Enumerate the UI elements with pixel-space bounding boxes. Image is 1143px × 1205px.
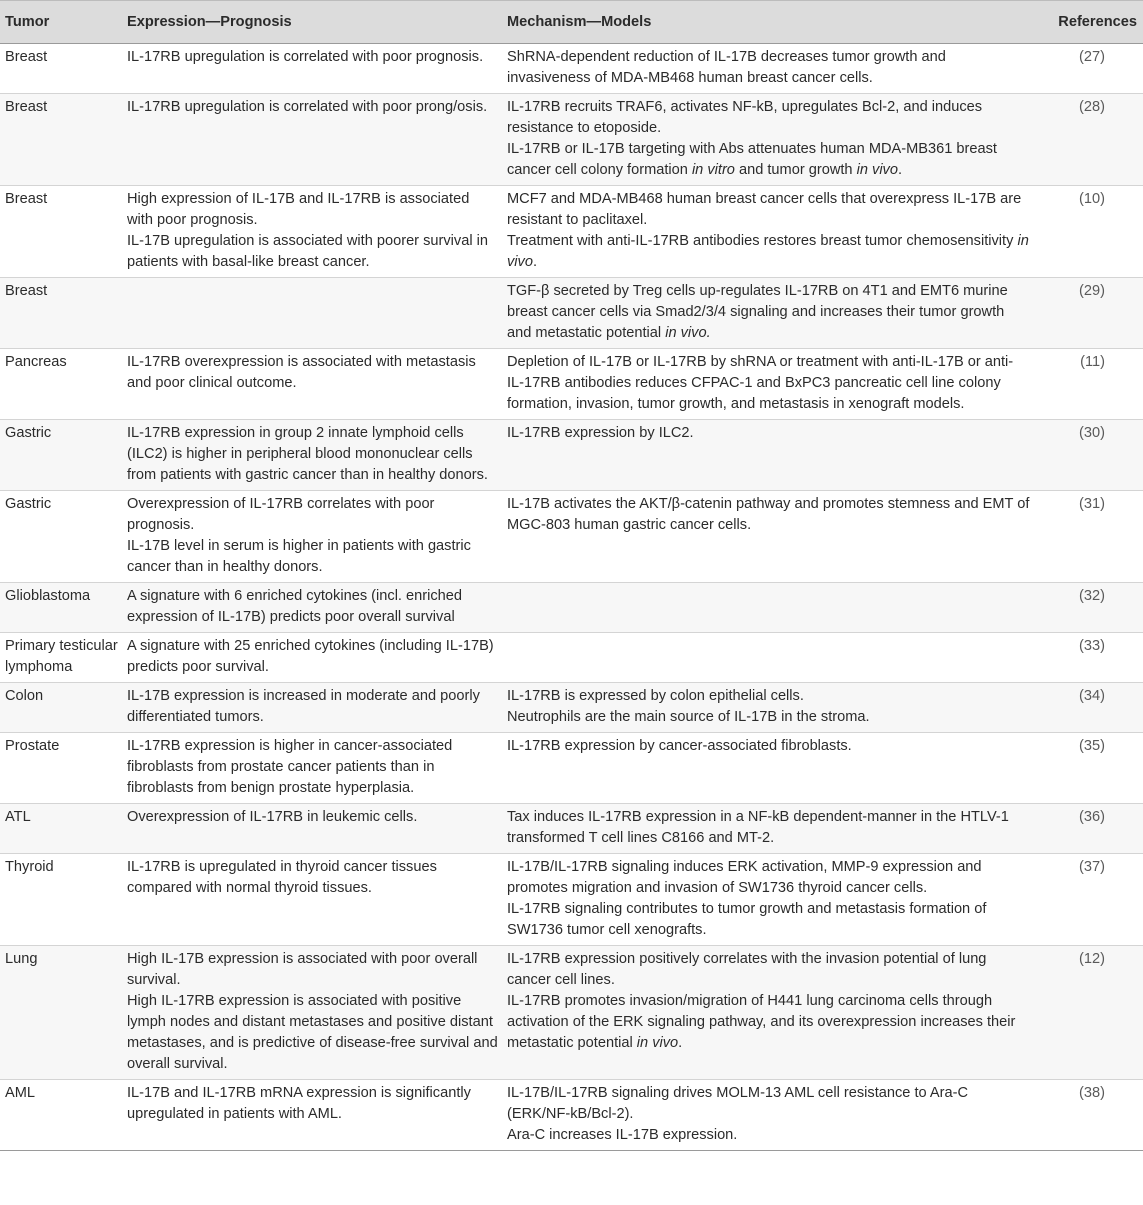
- mechanism-cell: [502, 349, 1034, 420]
- tumor-cell: Colon: [0, 683, 122, 733]
- mechanism-cell: [502, 583, 1034, 633]
- expression-paragraph: IL-17B expression is increased in moderate and poorly differentiated tumors.: [127, 688, 480, 725]
- expression-paragraph: A signature with 6 enriched cytokines (incl. enriched expression of IL-17B) predicts poor overall survival: [127, 588, 463, 625]
- expression-paragraph: IL-17RB expression is higher in cancer-associated fibroblasts from prostate cancer patients than in fibroblasts from benign prostate hyperplasia.: [127, 738, 453, 796]
- header-expression: Expression—Prognosis: [122, 1, 502, 44]
- table-row: [0, 186, 1143, 278]
- mechanism-paragraph: [507, 1125, 1030, 1146]
- header-references: References: [1034, 1, 1143, 44]
- expression-cell: [122, 44, 502, 94]
- tumor-cell: Breast: [0, 186, 122, 278]
- expression-cell: [122, 946, 502, 1080]
- mechanism-cell: [502, 804, 1034, 854]
- reference-cell: ( 33 ): [1034, 633, 1143, 683]
- reference-cell: ( 37 ): [1034, 854, 1143, 946]
- table-row: [0, 491, 1143, 583]
- tumor-cell: Breast: [0, 278, 122, 349]
- reference-cell: ( 28 ): [1034, 94, 1143, 186]
- expression-paragraph: Overexpression of IL-17RB in leukemic cells.: [127, 809, 418, 825]
- table-row: [0, 854, 1143, 946]
- expression-paragraph: IL-17B and IL-17RB mRNA expression is significantly upregulated in patients with AML.: [127, 1085, 471, 1122]
- expression-cell: [122, 349, 502, 420]
- text-segment: Treatment with anti-IL-17RB antibodies restores breast tumor chemosensitivity: [507, 233, 1018, 249]
- mechanism-cell: [502, 94, 1034, 186]
- mechanism-paragraph: [507, 189, 1030, 231]
- mechanism-cell: [502, 491, 1034, 583]
- mechanism-cell: [502, 44, 1034, 94]
- mechanism-paragraph: [507, 352, 1030, 415]
- expression-paragraph: IL-17B upregulation is associated with poorer survival in patients with basal-like breast cancer.: [127, 233, 488, 270]
- expression-paragraph: IL-17RB upregulation is correlated with poor prognosis.: [127, 49, 484, 65]
- mechanism-paragraph: [507, 857, 1030, 899]
- expression-cell: [122, 491, 502, 583]
- mechanism-paragraph: [507, 281, 1030, 344]
- tumor-cell: Glioblastoma: [0, 583, 122, 633]
- tumor-cell: Breast: [0, 44, 122, 94]
- text-segment: Tax induces IL-17RB expression in a NF-kB dependent-manner in the HTLV-1 transformed T cell lines C8166 and MT-2.: [507, 809, 1009, 846]
- text-segment: IL-17B/IL-17RB signaling induces ERK activation, MMP-9 expression and promotes migration and invasion of SW1736 thyroid cancer cells.: [507, 859, 982, 896]
- text-segment: ShRNA-dependent reduction of IL-17B decreases tumor growth and invasiveness of MDA-MB468 human breast cancer cells.: [507, 49, 946, 86]
- expression-cell: [122, 420, 502, 491]
- table-row: [0, 94, 1143, 186]
- text-segment: IL-17RB expression positively correlates with the invasion potential of lung cancer cell lines.: [507, 951, 987, 988]
- mechanism-cell: [502, 683, 1034, 733]
- text-segment: .: [897, 162, 903, 178]
- text-segment: IL-17B activates the AKT/β-catenin pathway and promotes stemness and EMT of MGC-803 human gastric cancer cells.: [507, 496, 1030, 533]
- table-header: [0, 1, 1143, 44]
- mechanism-cell: [502, 1080, 1034, 1151]
- text-segment: MCF7 and MDA-MB468 human breast cancer cells that overexpress IL-17B are resistant to paclitaxel.: [507, 191, 1022, 228]
- italic-text: in vivo: [856, 162, 898, 178]
- mechanism-cell: [502, 946, 1034, 1080]
- table-row: [0, 44, 1143, 94]
- text-segment: Ara-C increases IL-17B expression.: [507, 1127, 738, 1143]
- mechanism-paragraph: [507, 736, 1030, 757]
- reference-cell: ( 34 ): [1034, 683, 1143, 733]
- italic-text: in vivo.: [665, 325, 711, 341]
- text-segment: IL-17RB is expressed by colon epithelial cells.: [507, 688, 804, 704]
- expression-cell: [122, 854, 502, 946]
- expression-cell: [122, 804, 502, 854]
- expression-cell: [122, 94, 502, 186]
- expression-paragraph: IL-17RB expression in group 2 innate lymphoid cells (ILC2) is higher in peripheral blood mononuclear cells from patients with gastric cancer than in healthy donors.: [127, 425, 488, 483]
- reference-cell: ( 31 ): [1034, 491, 1143, 583]
- expression-cell: [122, 583, 502, 633]
- tumor-cell: AML: [0, 1080, 122, 1151]
- expression-paragraph: High expression of IL-17B and IL-17RB is associated with poor prognosis.: [127, 191, 470, 228]
- expression-paragraph: High IL-17B expression is associated with poor overall survival.: [127, 951, 478, 988]
- mechanism-paragraph: [507, 807, 1030, 849]
- expression-cell: [122, 633, 502, 683]
- text-segment: IL-17RB promotes invasion/migration of H441 lung carcinoma cells through activation of the ERK signaling pathway, and its overexpression increases their metastatic potential: [507, 993, 1016, 1051]
- reference-cell: ( 32 ): [1034, 583, 1143, 633]
- mechanism-cell: [502, 854, 1034, 946]
- expression-paragraph: IL-17RB upregulation is correlated with poor prong/osis.: [127, 99, 488, 115]
- expression-paragraph: IL-17RB overexpression is associated with metastasis and poor clinical outcome.: [127, 354, 476, 391]
- mechanism-paragraph: [507, 47, 1030, 89]
- table-row: [0, 683, 1143, 733]
- text-segment: IL-17RB expression by cancer-associated fibroblasts.: [507, 738, 852, 754]
- header-tumor: Tumor: [0, 1, 122, 44]
- mechanism-paragraph: [507, 494, 1030, 536]
- expression-paragraph: IL-17RB is upregulated in thyroid cancer tissues compared with normal thyroid tissues.: [127, 859, 437, 896]
- tumor-cell: ATL: [0, 804, 122, 854]
- mechanism-cell: [502, 278, 1034, 349]
- expression-cell: [122, 186, 502, 278]
- reference-cell: ( 11 ): [1034, 349, 1143, 420]
- table-row: [0, 583, 1143, 633]
- expression-paragraph: A signature with 25 enriched cytokines (including IL-17B) predicts poor survival.: [127, 638, 494, 675]
- reference-cell: ( 30 ): [1034, 420, 1143, 491]
- expression-paragraph: High IL-17RB expression is associated with positive lymph nodes and distant metastases and positive distant metastases, and is predictive of disease-free survival and overall survival.: [127, 993, 498, 1072]
- italic-text: in vitro: [691, 162, 735, 178]
- tumor-cell: Breast: [0, 94, 122, 186]
- mechanism-cell: [502, 420, 1034, 491]
- header-mechanism: Mechanism—Models: [502, 1, 1034, 44]
- mechanism-paragraph: [507, 899, 1030, 941]
- expression-cell: [122, 733, 502, 804]
- reference-cell: ( 38 ): [1034, 1080, 1143, 1151]
- expression-paragraph: IL-17B level in serum is higher in patients with gastric cancer than in healthy donors.: [127, 538, 471, 575]
- text-segment: IL-17RB or IL-17B targeting with Abs attenuates human MDA-MB361 breast cancer cell colony formation: [507, 141, 997, 178]
- expression-cell: [122, 683, 502, 733]
- table-row: [0, 804, 1143, 854]
- reference-cell: ( 29 ): [1034, 278, 1143, 349]
- mechanism-paragraph: [507, 423, 1030, 444]
- text-segment: Depletion of IL-17B or IL-17RB by shRNA or treatment with anti-IL-17B or anti-IL-17RB antibodies reduces CFPAC-1 and BxPC3 pancreatic cell line colony formation, invasion, tumor growth, and metastasis in xenograft models.: [507, 354, 1014, 412]
- table-row: [0, 946, 1143, 1080]
- text-segment: and tumor growth: [734, 162, 857, 178]
- tumor-cell: Lung: [0, 946, 122, 1080]
- tumor-cell: Pancreas: [0, 349, 122, 420]
- table-row: [0, 420, 1143, 491]
- italic-text: in vivo: [636, 1035, 679, 1051]
- text-segment: Neutrophils are the main source of IL-17B in the stroma.: [507, 709, 870, 725]
- reference-cell: ( 36 ): [1034, 804, 1143, 854]
- expression-cell: [122, 278, 502, 349]
- mechanism-paragraph: [507, 1083, 1030, 1125]
- table-row: [0, 349, 1143, 420]
- table-row: [0, 1080, 1143, 1151]
- tumor-cell: Primary testicular lymphoma: [0, 633, 122, 683]
- reference-cell: ( 35 ): [1034, 733, 1143, 804]
- table-row: [0, 733, 1143, 804]
- reference-cell: ( 10 ): [1034, 186, 1143, 278]
- reference-cell: ( 27 ): [1034, 44, 1143, 94]
- text-segment: TGF-β secreted by Treg cells up-regulates IL-17RB on 4T1 and EMT6 murine breast cancer cells via Smad2/3/4 signaling and increases their tumor growth and metastatic potential: [507, 283, 1008, 341]
- table-row: [0, 278, 1143, 349]
- tumor-cell: Thyroid: [0, 854, 122, 946]
- mechanism-paragraph: [507, 707, 1030, 728]
- text-segment: .: [678, 1035, 683, 1051]
- mechanism-cell: [502, 186, 1034, 278]
- table-row: [0, 633, 1143, 683]
- header-row: [0, 1, 1143, 44]
- mechanism-paragraph: [507, 949, 1030, 991]
- mechanism-cell: [502, 633, 1034, 683]
- mechanism-paragraph: [507, 97, 1030, 139]
- tumor-cell: Gastric: [0, 420, 122, 491]
- text-segment: IL-17RB signaling contributes to tumor growth and metastasis formation of SW1736 tumor cell xenografts.: [507, 901, 987, 938]
- mechanism-cell: [502, 733, 1034, 804]
- table-body: [0, 44, 1143, 1151]
- italic-text: in vivo: [507, 233, 1029, 270]
- text-segment: IL-17B/IL-17RB signaling drives MOLM-13 AML cell resistance to Ara-C (ERK/NF-kB/Bcl-2).: [507, 1085, 968, 1122]
- text-segment: .: [532, 254, 538, 270]
- mechanism-paragraph: [507, 139, 1030, 181]
- tumor-cell: Gastric: [0, 491, 122, 583]
- mechanism-paragraph: [507, 991, 1030, 1054]
- text-segment: IL-17RB expression by ILC2.: [507, 425, 694, 441]
- mechanism-paragraph: [507, 231, 1030, 273]
- expression-cell: [122, 1080, 502, 1151]
- text-segment: IL-17RB recruits TRAF6, activates NF-kB, upregulates Bcl-2, and induces resistance to etoposide.: [507, 99, 983, 136]
- expression-paragraph: Overexpression of IL-17RB correlates with poor prognosis.: [127, 496, 435, 533]
- reference-cell: ( 12 ): [1034, 946, 1143, 1080]
- tumor-cell: Prostate: [0, 733, 122, 804]
- mechanism-paragraph: [507, 686, 1030, 707]
